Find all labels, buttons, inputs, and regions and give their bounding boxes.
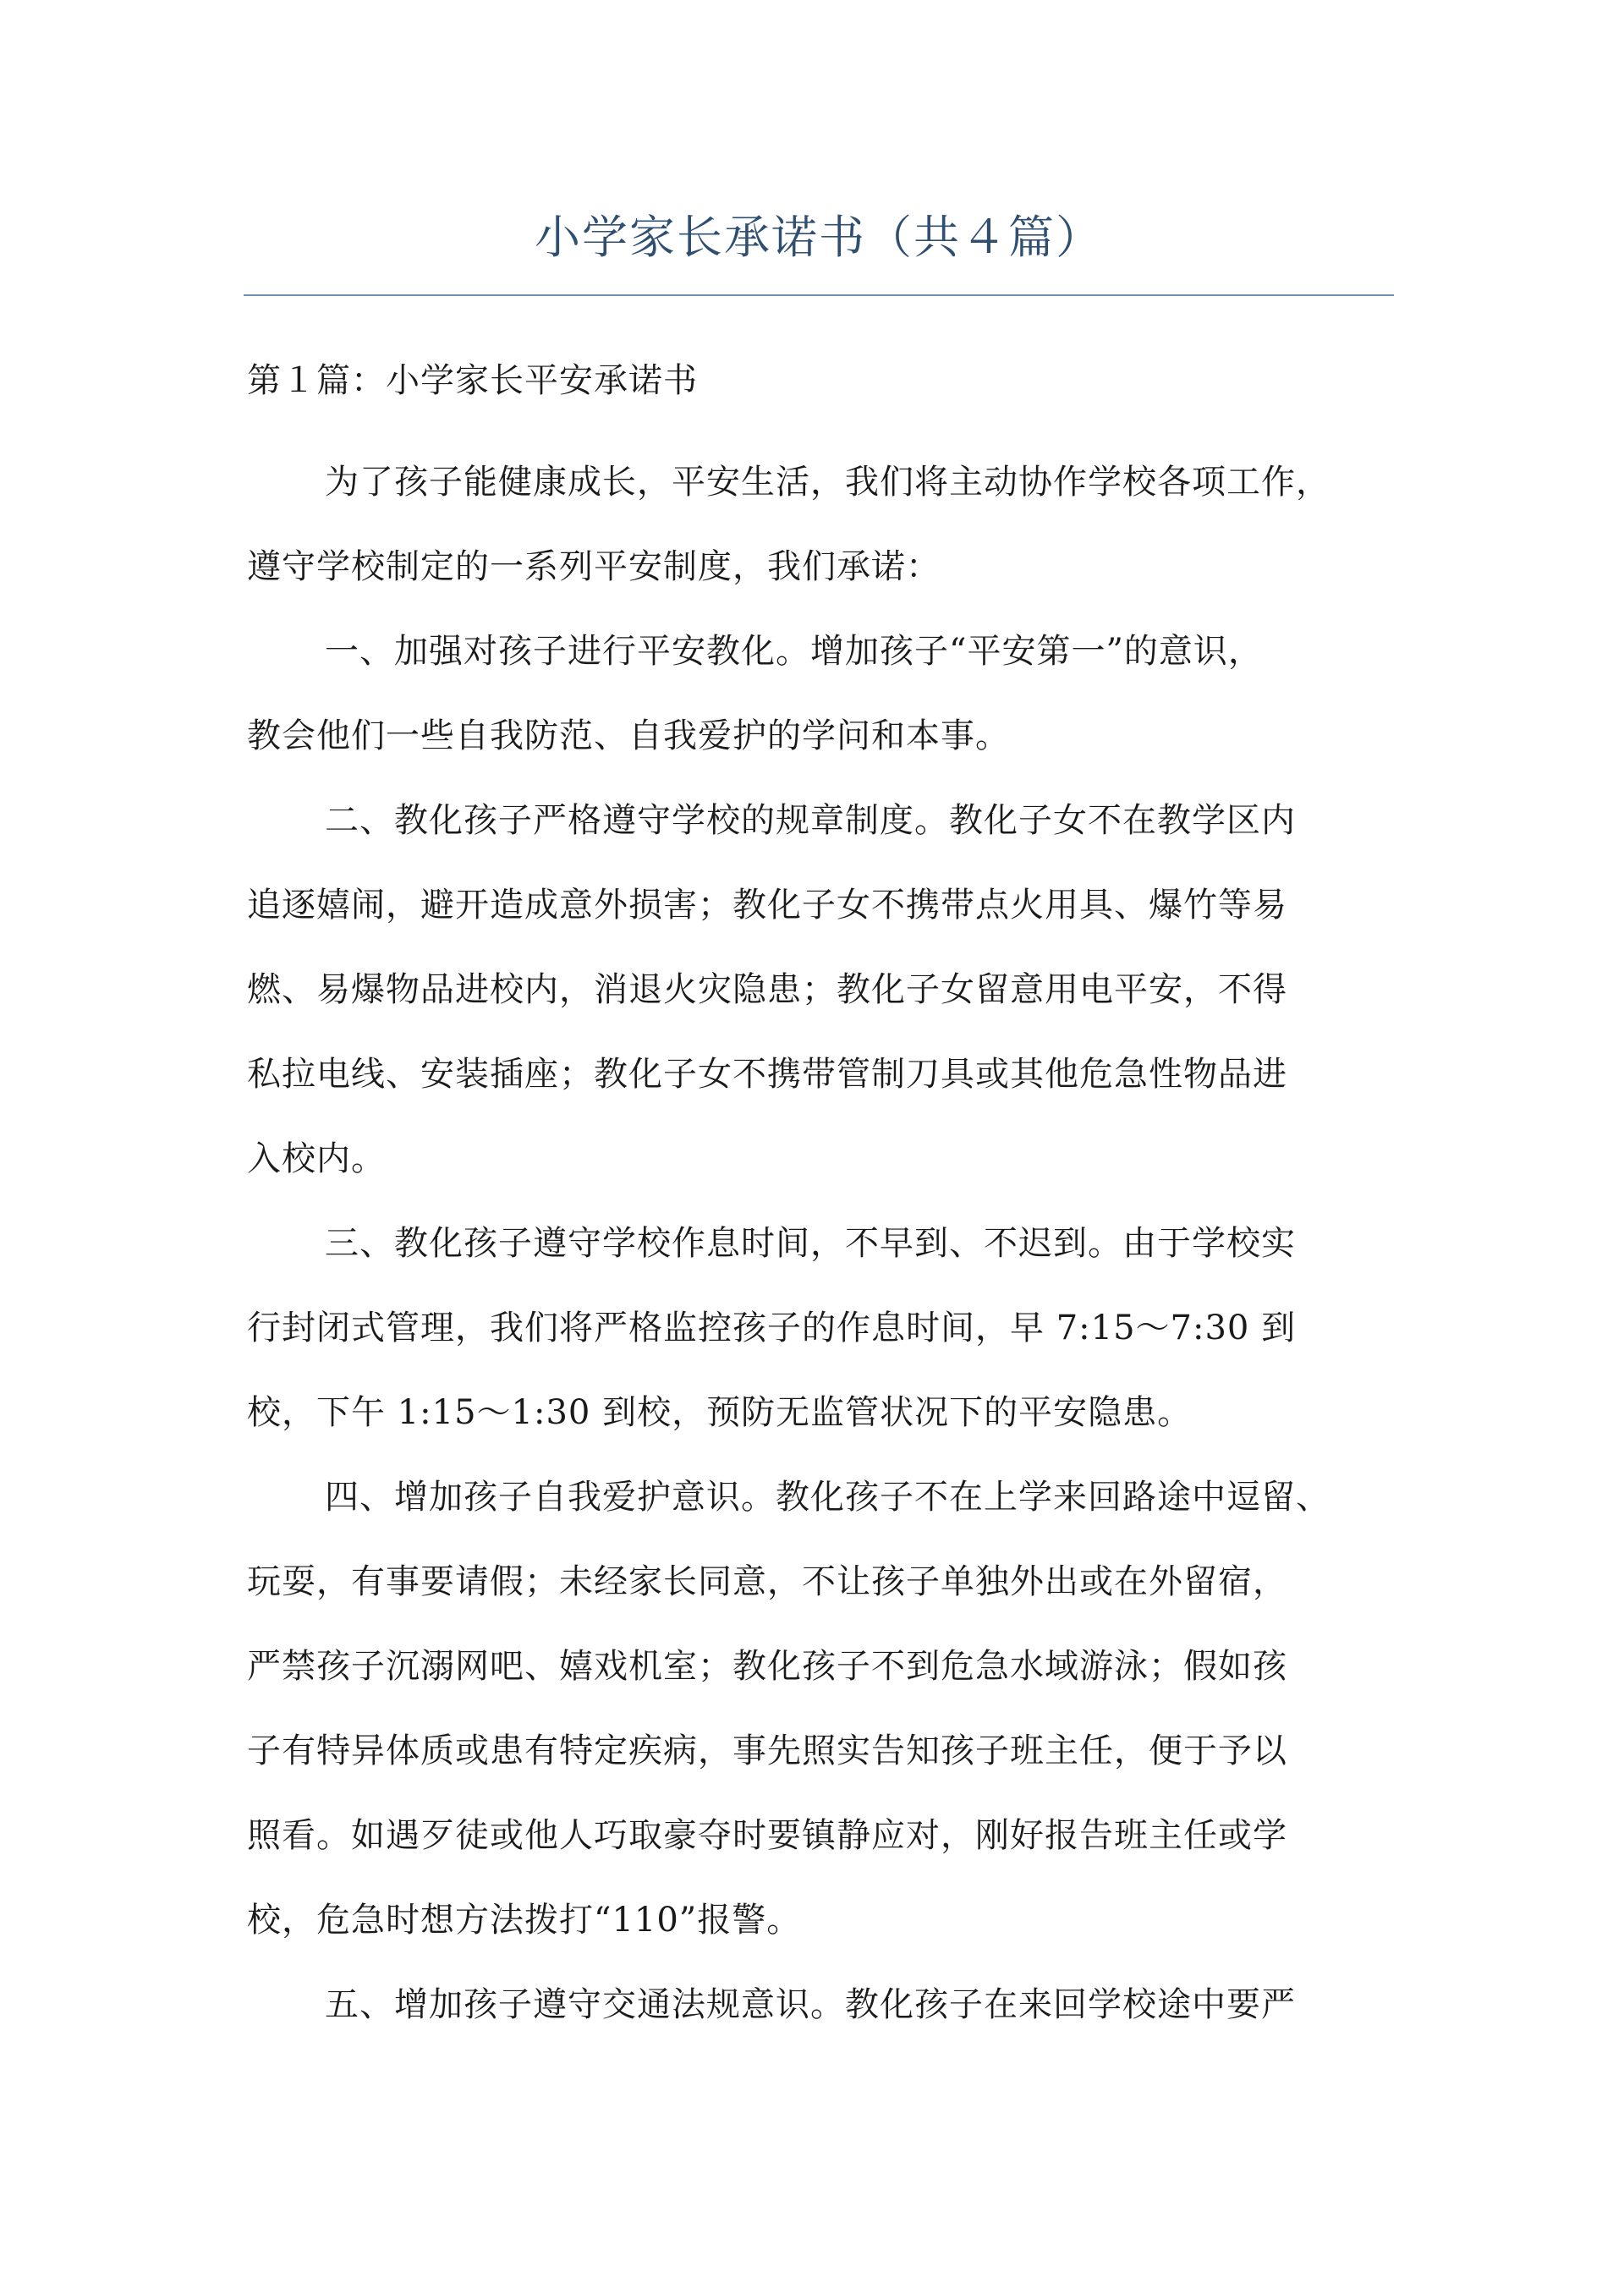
paragraph-line: 校，下午 1:15～1:30 到校，预防无监管状况下的平安隐患。 [247,1393,1193,1432]
paragraph-line: 一、加强对孩子进行平安教化。增加孩子“平安第一”的意识， [325,632,1263,671]
paragraph-line: 五、增加孩子遵守交通法规意识。教化孩子在来回学校途中要严 [325,1985,1296,2024]
paragraph-line: 为了孩子能健康成长，平安生活，我们将主动协作学校各项工作， [325,463,1330,502]
paragraph-line: 行封闭式管理，我们将严格监控孩子的作息时间，早 7:15～7:30 到 [247,1309,1297,1347]
paragraph-item-3 [247,1201,1397,1455]
paragraph-line: 遵守学校制定的一系列平安制度，我们承诺： [247,547,941,586]
section-heading: 第１篇：小学家长平安承诺书 [247,361,698,400]
document-title: 小学家长承诺书（共４篇） [535,211,1103,264]
paragraph-line: 私拉电线、安装插座；教化子女不携带管制刀具或其他危急性物品进 [247,1055,1287,1094]
paragraph-line: 四、增加孩子自我爱护意识。教化孩子不在上学来回路途中逗留、 [325,1478,1330,1517]
paragraph-line: 入校内。 [247,1139,386,1178]
paragraph-item-2 [247,778,1397,1201]
paragraph-item-5 [247,1962,1397,2047]
paragraph-line: 三、教化孩子遵守学校作息时间，不早到、不迟到。由于学校实 [325,1224,1296,1263]
paragraph-line: 照看。如遇歹徒或他人巧取豪夺时要镇静应对，刚好报告班主任或学 [247,1816,1287,1855]
title-underline [244,294,1394,296]
paragraph-line: 燃、易爆物品进校内，消退火灾隐患；教化子女留意用电平安，不得 [247,970,1287,1009]
paragraph-line: 追逐嬉闹，避开造成意外损害；教化子女不携带点火用具、爆竹等易 [247,886,1287,925]
paragraph-line: 校，危急时想方法拨打“110”报警。 [247,1901,802,1940]
paragraph-line: 玩耍，有事要请假；未经家长同意，不让孩子单独外出或在外留宿， [247,1562,1287,1601]
document-body [247,355,1397,2047]
paragraph-line: 子有特异体质或患有特定疾病，事先照实告知孩子班主任，便于予以 [247,1731,1287,1770]
paragraph-line: 教会他们一些自我防范、自我爱护的学问和本事。 [247,716,1010,755]
paragraph-item-4 [247,1455,1397,1962]
paragraph-intro [247,440,1397,609]
paragraph-line: 二、教化孩子严格遵守学校的规章制度。教化子女不在教学区内 [325,801,1296,840]
paragraph-item-1 [247,609,1397,778]
paragraph-line: 严禁孩子沉溺网吧、嬉戏机室；教化孩子不到危急水域游泳；假如孩 [247,1647,1287,1686]
